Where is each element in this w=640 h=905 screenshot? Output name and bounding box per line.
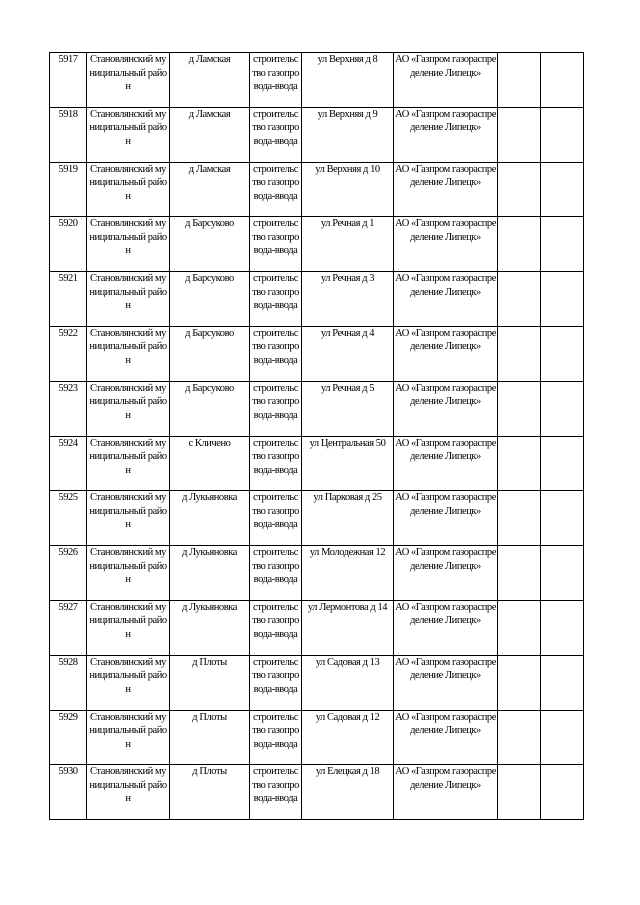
address-cell: ул Садовая д 12 bbox=[302, 710, 394, 765]
table-row bbox=[50, 107, 584, 162]
table-row bbox=[50, 600, 584, 655]
empty-cell bbox=[498, 162, 541, 217]
table-row bbox=[50, 710, 584, 765]
work-type-cell: строительство газопровода-ввода bbox=[250, 107, 302, 162]
organization-cell: АО «Газпром газораспределение Липецк» bbox=[394, 655, 498, 710]
empty-cell bbox=[541, 107, 584, 162]
organization-cell: АО «Газпром газораспределение Липецк» bbox=[394, 765, 498, 820]
settlement-cell: д Лукьяновка bbox=[170, 491, 250, 546]
empty-cell bbox=[498, 710, 541, 765]
settlement-cell: д Ламская bbox=[170, 162, 250, 217]
address-cell: ул Верхняя д 10 bbox=[302, 162, 394, 217]
settlement-cell: д Барсуково bbox=[170, 381, 250, 436]
registry-table bbox=[49, 52, 584, 820]
district-cell: Становлянский муниципальный район bbox=[87, 655, 170, 710]
table-row bbox=[50, 53, 584, 108]
row-number-cell: 5925 bbox=[50, 491, 87, 546]
district-cell: Становлянский муниципальный район bbox=[87, 162, 170, 217]
table-row bbox=[50, 765, 584, 820]
settlement-cell: д Барсуково bbox=[170, 217, 250, 272]
work-type-cell: строительство газопровода-ввода bbox=[250, 546, 302, 601]
work-type-cell: строительство газопровода-ввода bbox=[250, 655, 302, 710]
empty-cell bbox=[498, 546, 541, 601]
empty-cell bbox=[541, 381, 584, 436]
empty-cell bbox=[541, 53, 584, 108]
empty-cell bbox=[541, 600, 584, 655]
empty-cell bbox=[541, 765, 584, 820]
district-cell: Становлянский муниципальный район bbox=[87, 491, 170, 546]
organization-cell: АО «Газпром газораспределение Липецк» bbox=[394, 326, 498, 381]
address-cell: ул Речная д 5 bbox=[302, 381, 394, 436]
empty-cell bbox=[498, 326, 541, 381]
organization-cell: АО «Газпром газораспределение Липецк» bbox=[394, 491, 498, 546]
work-type-cell: строительство газопровода-ввода bbox=[250, 491, 302, 546]
empty-cell bbox=[541, 491, 584, 546]
row-number-cell: 5918 bbox=[50, 107, 87, 162]
empty-cell bbox=[498, 491, 541, 546]
organization-cell: АО «Газпром газораспределение Липецк» bbox=[394, 53, 498, 108]
row-number-cell: 5919 bbox=[50, 162, 87, 217]
row-number-cell: 5917 bbox=[50, 53, 87, 108]
row-number-cell: 5923 bbox=[50, 381, 87, 436]
settlement-cell: с Кличено bbox=[170, 436, 250, 491]
organization-cell: АО «Газпром газораспределение Липецк» bbox=[394, 162, 498, 217]
address-cell: ул Верхняя д 9 bbox=[302, 107, 394, 162]
settlement-cell: д Ламская bbox=[170, 107, 250, 162]
work-type-cell: строительство газопровода-ввода bbox=[250, 600, 302, 655]
district-cell: Становлянский муниципальный район bbox=[87, 381, 170, 436]
settlement-cell: д Плоты bbox=[170, 710, 250, 765]
address-cell: ул Речная д 3 bbox=[302, 272, 394, 327]
table-row bbox=[50, 381, 584, 436]
address-cell: ул Елецкая д 18 bbox=[302, 765, 394, 820]
empty-cell bbox=[541, 655, 584, 710]
organization-cell: АО «Газпром газораспределение Липецк» bbox=[394, 381, 498, 436]
district-cell: Становлянский муниципальный район bbox=[87, 326, 170, 381]
district-cell: Становлянский муниципальный район bbox=[87, 546, 170, 601]
table-row bbox=[50, 272, 584, 327]
empty-cell bbox=[498, 655, 541, 710]
district-cell: Становлянский муниципальный район bbox=[87, 107, 170, 162]
empty-cell bbox=[498, 53, 541, 108]
empty-cell bbox=[541, 162, 584, 217]
address-cell: ул Речная д 1 bbox=[302, 217, 394, 272]
registry-table-body bbox=[50, 53, 584, 820]
work-type-cell: строительство газопровода-ввода bbox=[250, 436, 302, 491]
empty-cell bbox=[541, 326, 584, 381]
row-number-cell: 5921 bbox=[50, 272, 87, 327]
empty-cell bbox=[498, 381, 541, 436]
address-cell: ул Садовая д 13 bbox=[302, 655, 394, 710]
row-number-cell: 5924 bbox=[50, 436, 87, 491]
district-cell: Становлянский муниципальный район bbox=[87, 765, 170, 820]
work-type-cell: строительство газопровода-ввода bbox=[250, 162, 302, 217]
empty-cell bbox=[498, 272, 541, 327]
row-number-cell: 5930 bbox=[50, 765, 87, 820]
row-number-cell: 5927 bbox=[50, 600, 87, 655]
district-cell: Становлянский муниципальный район bbox=[87, 436, 170, 491]
organization-cell: АО «Газпром газораспределение Липецк» bbox=[394, 600, 498, 655]
table-row bbox=[50, 655, 584, 710]
district-cell: Становлянский муниципальный район bbox=[87, 710, 170, 765]
address-cell: ул Речная д 4 bbox=[302, 326, 394, 381]
empty-cell bbox=[541, 217, 584, 272]
empty-cell bbox=[498, 600, 541, 655]
work-type-cell: строительство газопровода-ввода bbox=[250, 272, 302, 327]
table-row bbox=[50, 436, 584, 491]
organization-cell: АО «Газпром газораспределение Липецк» bbox=[394, 546, 498, 601]
empty-cell bbox=[541, 710, 584, 765]
work-type-cell: строительство газопровода-ввода bbox=[250, 217, 302, 272]
empty-cell bbox=[541, 436, 584, 491]
district-cell: Становлянский муниципальный район bbox=[87, 53, 170, 108]
table-row bbox=[50, 546, 584, 601]
district-cell: Становлянский муниципальный район bbox=[87, 600, 170, 655]
empty-cell bbox=[541, 272, 584, 327]
district-cell: Становлянский муниципальный район bbox=[87, 217, 170, 272]
work-type-cell: строительство газопровода-ввода bbox=[250, 710, 302, 765]
settlement-cell: д Лукьяновка bbox=[170, 600, 250, 655]
empty-cell bbox=[498, 107, 541, 162]
table-row bbox=[50, 162, 584, 217]
settlement-cell: д Плоты bbox=[170, 655, 250, 710]
settlement-cell: д Барсуково bbox=[170, 326, 250, 381]
row-number-cell: 5922 bbox=[50, 326, 87, 381]
address-cell: ул Верхняя д 8 bbox=[302, 53, 394, 108]
work-type-cell: строительство газопровода-ввода bbox=[250, 765, 302, 820]
work-type-cell: строительство газопровода-ввода bbox=[250, 53, 302, 108]
row-number-cell: 5920 bbox=[50, 217, 87, 272]
organization-cell: АО «Газпром газораспределение Липецк» bbox=[394, 436, 498, 491]
address-cell: ул Центральная 50 bbox=[302, 436, 394, 491]
table-row bbox=[50, 491, 584, 546]
organization-cell: АО «Газпром газораспределение Липецк» bbox=[394, 107, 498, 162]
empty-cell bbox=[498, 765, 541, 820]
settlement-cell: д Плоты bbox=[170, 765, 250, 820]
table-row bbox=[50, 217, 584, 272]
settlement-cell: д Барсуково bbox=[170, 272, 250, 327]
address-cell: ул Молодежная 12 bbox=[302, 546, 394, 601]
work-type-cell: строительство газопровода-ввода bbox=[250, 381, 302, 436]
empty-cell bbox=[498, 217, 541, 272]
empty-cell bbox=[541, 546, 584, 601]
district-cell: Становлянский муниципальный район bbox=[87, 272, 170, 327]
settlement-cell: д Ламская bbox=[170, 53, 250, 108]
address-cell: ул Парковая д 25 bbox=[302, 491, 394, 546]
row-number-cell: 5928 bbox=[50, 655, 87, 710]
organization-cell: АО «Газпром газораспределение Липецк» bbox=[394, 272, 498, 327]
settlement-cell: д Лукьяновка bbox=[170, 546, 250, 601]
row-number-cell: 5926 bbox=[50, 546, 87, 601]
table-row bbox=[50, 326, 584, 381]
organization-cell: АО «Газпром газораспределение Липецк» bbox=[394, 710, 498, 765]
address-cell: ул Лермонтова д 14 bbox=[302, 600, 394, 655]
work-type-cell: строительство газопровода-ввода bbox=[250, 326, 302, 381]
organization-cell: АО «Газпром газораспределение Липецк» bbox=[394, 217, 498, 272]
empty-cell bbox=[498, 436, 541, 491]
row-number-cell: 5929 bbox=[50, 710, 87, 765]
